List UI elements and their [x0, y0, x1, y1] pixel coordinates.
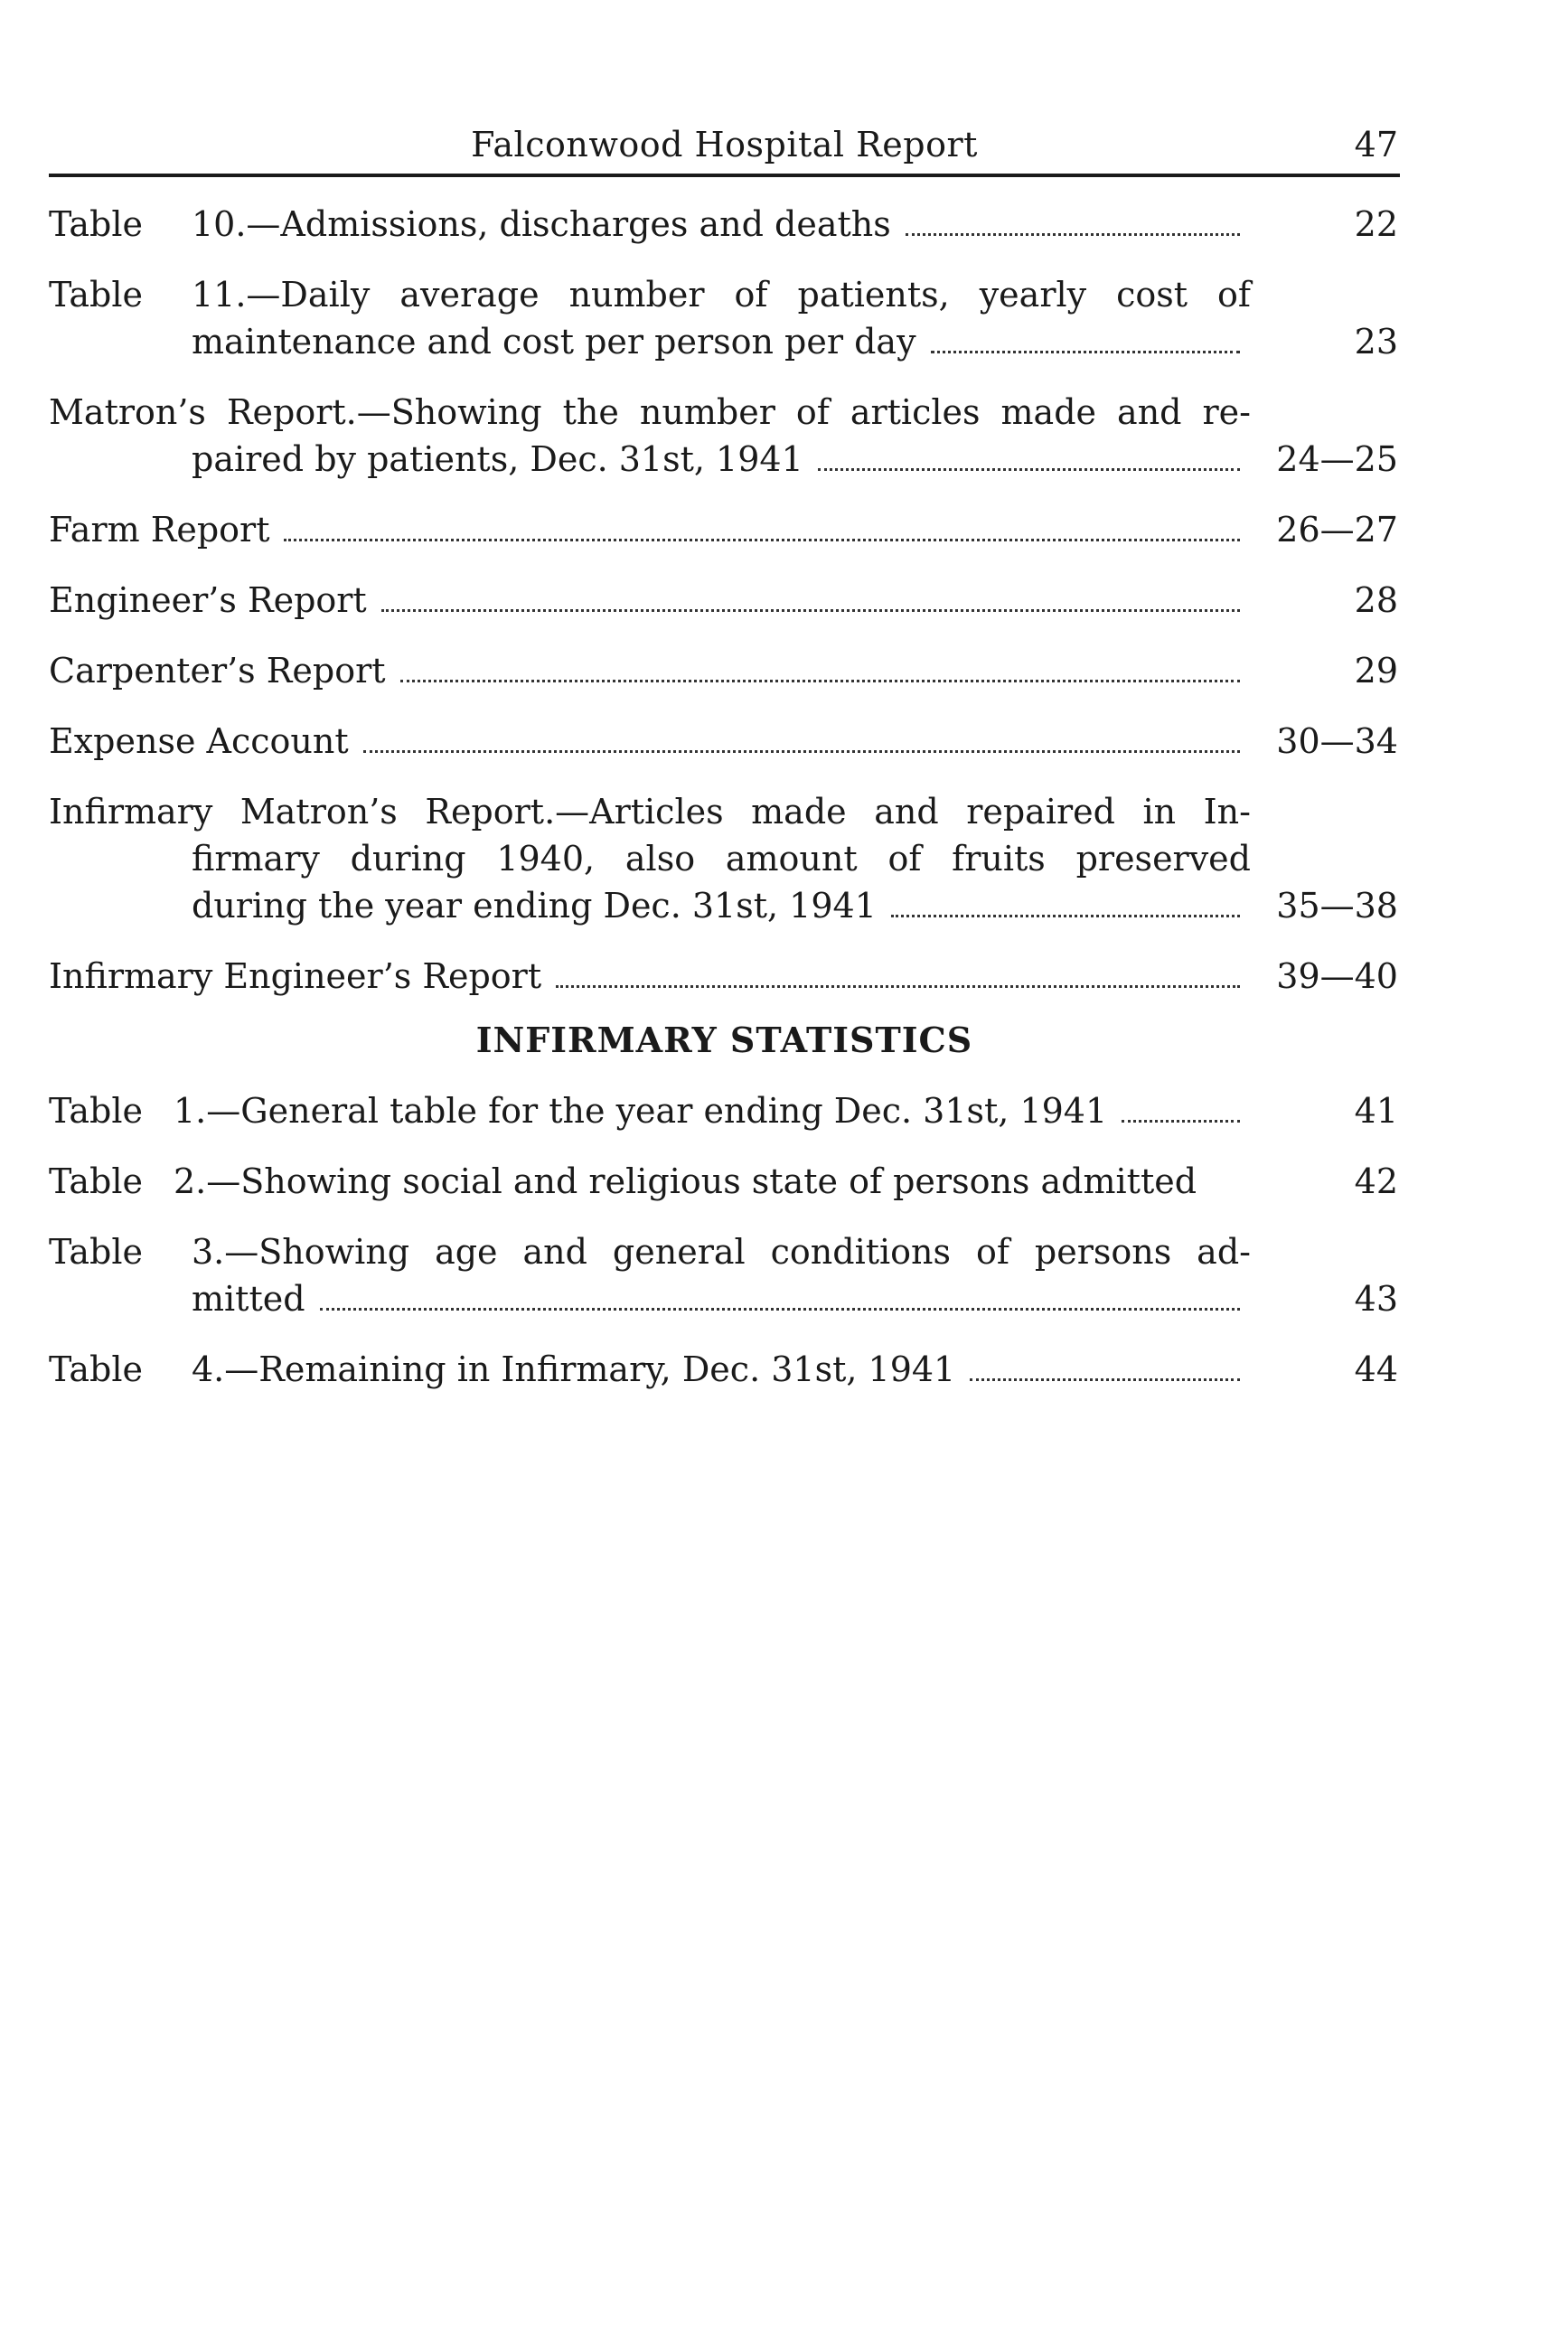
entry-page: 41	[1354, 1091, 1398, 1131]
entry-page: 42	[1354, 1161, 1398, 1201]
toc-entry	[49, 718, 1400, 765]
toc-entry	[49, 389, 1400, 483]
entry-label: Table	[49, 204, 144, 244]
entry-text: Infirmary Matron’s Report.—Articles made and repaired in In-	[49, 792, 1251, 832]
dot-leader	[556, 985, 1240, 988]
entry-page: 44	[1354, 1349, 1398, 1389]
entry-text: 11.—Daily average number of patients, yearly cost of	[192, 275, 1251, 315]
toc-entry	[49, 1346, 1400, 1393]
toc-entry	[49, 1158, 1400, 1205]
dot-leader	[1122, 1120, 1240, 1123]
toc-entry	[49, 577, 1400, 624]
running-head	[49, 118, 1400, 177]
toc-entry	[49, 1228, 1400, 1322]
entry-text: Expense Account	[49, 721, 349, 761]
entry-page: 39—40	[1276, 956, 1398, 996]
dot-leader	[363, 750, 1240, 753]
entry-text: firmary during 1940, also amount of fruits preserved	[192, 839, 1251, 879]
dot-leader	[400, 680, 1240, 682]
entry-page: 22	[1354, 204, 1398, 244]
entry-text: Infirmary Engineer’s Report	[49, 956, 542, 996]
entry-text: 1.—General table for the year ending Dec. 31st, 1941	[174, 1091, 1108, 1131]
entry-page: 26—27	[1276, 510, 1398, 550]
dot-leader	[320, 1308, 1240, 1311]
toc-entry	[49, 647, 1400, 694]
entry-text: mitted	[192, 1279, 305, 1319]
entry-text: 2.—Showing social and religious state of persons admitted	[174, 1161, 1197, 1201]
entry-page: 23	[1354, 322, 1398, 362]
entry-text: paired by patients, Dec. 31st, 1941	[192, 439, 803, 479]
entry-text: Matron’s Report.—Showing the number of articles made and re-	[49, 392, 1251, 432]
toc-entry	[49, 271, 1400, 365]
entry-text: Carpenter’s Report	[49, 651, 386, 691]
entry-page: 35—38	[1276, 886, 1398, 926]
entry-label: Table	[49, 1091, 144, 1131]
table-of-contents	[49, 201, 1400, 1393]
entry-label: Table	[49, 1232, 144, 1272]
dot-leader	[818, 468, 1240, 471]
dot-leader	[891, 915, 1240, 917]
report-title: Falconwood Hospital Report	[471, 125, 978, 164]
dot-leader	[970, 1378, 1240, 1381]
entry-label: Table	[49, 275, 144, 315]
entry-text: during the year ending Dec. 31st, 1941	[192, 886, 877, 926]
toc-entry	[49, 788, 1400, 929]
entry-label: Table	[49, 1161, 144, 1201]
dot-leader	[906, 233, 1240, 236]
section-heading: INFIRMARY STATISTICS	[475, 1020, 973, 1060]
toc-entry	[49, 201, 1400, 248]
entry-page: 29	[1354, 651, 1398, 691]
toc-entry	[49, 1087, 1400, 1134]
toc-entry	[49, 506, 1400, 553]
entry-page: 43	[1354, 1279, 1398, 1319]
toc-entry	[49, 953, 1400, 1000]
entry-text: 4.—Remaining in Infirmary, Dec. 31st, 1941	[192, 1349, 956, 1389]
dot-leader	[381, 609, 1240, 612]
entry-page: 28	[1354, 580, 1398, 620]
page	[49, 118, 1400, 1416]
entry-text: maintenance and cost per person per day	[192, 322, 916, 362]
entry-page: 30—34	[1276, 721, 1398, 761]
entry-label: Table	[49, 1349, 144, 1389]
dot-leader	[931, 351, 1240, 353]
entry-text: 10.—Admissions, discharges and deaths	[192, 204, 891, 244]
entry-text: 3.—Showing age and general conditions of persons ad-	[192, 1232, 1251, 1272]
page-number: 47	[1354, 125, 1398, 164]
entry-text: Farm Report	[49, 510, 270, 550]
entry-text: Engineer’s Report	[49, 580, 367, 620]
entry-page: 24—25	[1276, 439, 1398, 479]
dot-leader	[284, 539, 1240, 541]
